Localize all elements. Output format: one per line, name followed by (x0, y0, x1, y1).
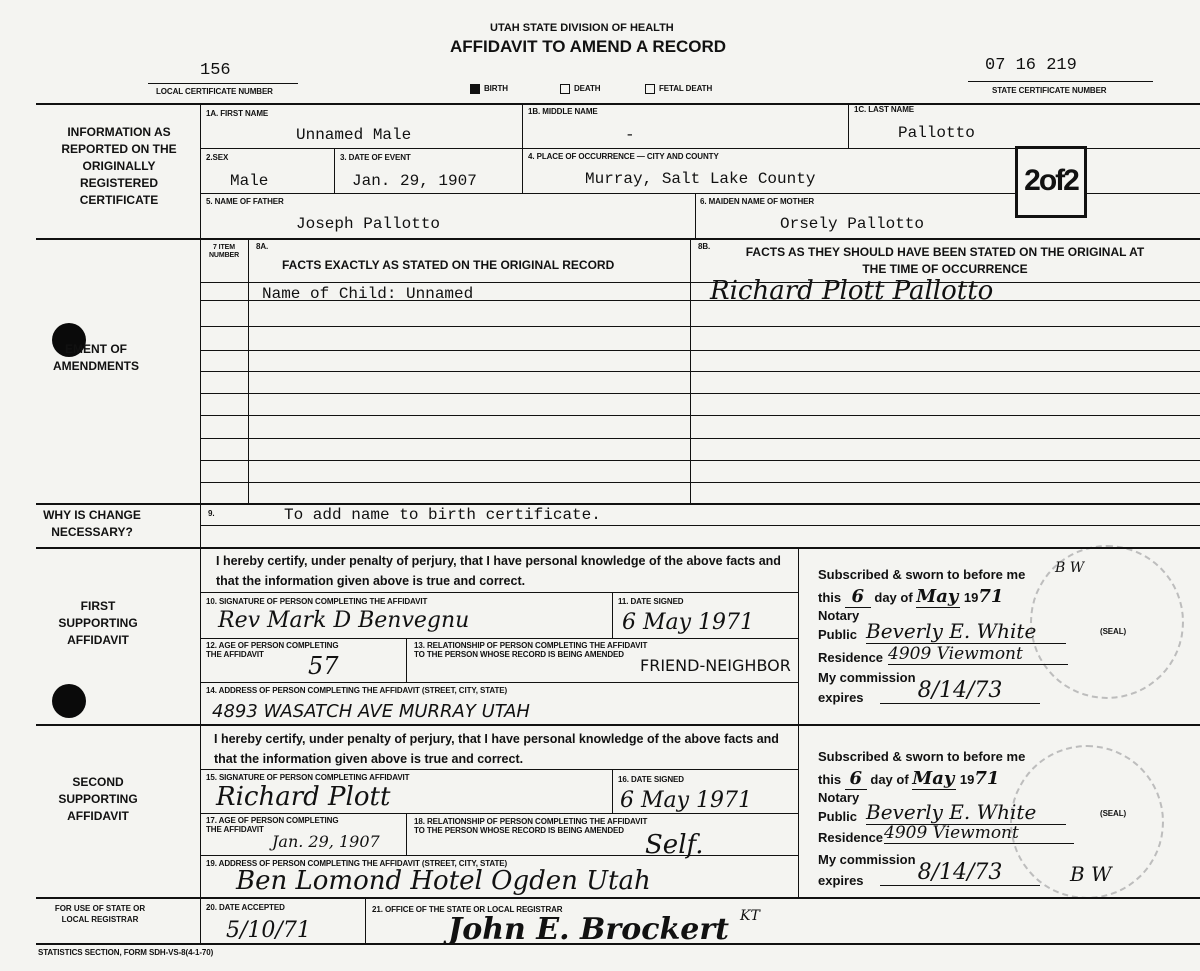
second-notary-public-label: Public (818, 809, 858, 824)
second-address: Ben Lomond Hotel Ogden Utah (236, 866, 651, 896)
second-notary-initials: B W (1070, 862, 1112, 886)
father-value: Joseph Pallotto (296, 215, 441, 233)
row-line (200, 371, 1200, 372)
first-date-signed: 6 May 1971 (622, 610, 755, 635)
first-notary-day-line: this 6 day of May 1971 (818, 586, 1004, 607)
second-notary-commission-label: My commission (818, 852, 916, 867)
row-line (200, 482, 1200, 483)
section-divider (36, 503, 1200, 505)
last-name-value: Pallotto (898, 124, 975, 142)
side-label-registrar: FOR USE OF STATE OR LOCAL REGISTRAR (54, 904, 146, 924)
second-signature: Richard Plott (216, 782, 391, 812)
why-reason: To add name to birth certificate. (284, 506, 601, 524)
date-accepted-label: 20. DATE ACCEPTED (206, 903, 285, 912)
first-notary-residence: 4909 Viewmont (888, 644, 1068, 665)
first-notary-label: Notary (818, 608, 860, 623)
row-line (200, 393, 1200, 394)
side-label-first-affidavit: FIRST SUPPORTING AFFIDAVIT (58, 599, 138, 647)
side-column-divider (200, 103, 201, 945)
first-notary-seal: (SEAL) (1100, 627, 1127, 636)
col-b-number: 8B. (698, 242, 711, 251)
side-label-amendments: EMENT OF AMENDMENTS (53, 342, 139, 373)
page-stamp: 2of2 (1015, 146, 1087, 218)
last-name-label: 1C. LAST NAME (854, 105, 915, 114)
divider (200, 855, 798, 856)
record-type-fetal-death[interactable]: FETAL DEATH (645, 84, 712, 94)
first-signature-label: 10. SIGNATURE OF PERSON COMPLETING THE AFFIDAVIT (206, 597, 428, 606)
date-accepted: 5/10/71 (226, 918, 311, 943)
date-of-event-label: 3. DATE OF EVENT (340, 153, 411, 162)
section-divider (36, 547, 1200, 549)
first-name-value: Unnamed Male (296, 126, 412, 144)
second-notary-label: Notary (818, 790, 860, 805)
why-underline (200, 525, 1200, 526)
divider (200, 682, 798, 683)
side-label-second-affidavit: SECOND SUPPORTING AFFIDAVIT (58, 775, 138, 823)
divider (612, 769, 613, 813)
place-value: Murray, Salt Lake County (585, 170, 816, 188)
second-date-signed: 6 May 1971 (620, 788, 753, 813)
local-certificate-number: 156 (200, 61, 231, 80)
first-signature: Rev Mark D Benvegnu (218, 608, 470, 633)
first-age: 57 (308, 652, 339, 680)
second-relationship: Self. (645, 830, 704, 860)
document-title: AFFIDAVIT TO AMEND A RECORD (450, 37, 727, 56)
divider (200, 592, 798, 593)
col-a-header: FACTS EXACTLY AS STATED ON THE ORIGINAL RECORD (282, 258, 615, 272)
row-line (200, 415, 1200, 416)
second-notary-public-name: Beverly E. White (866, 800, 1066, 825)
record-type-birth[interactable]: BIRTH (470, 84, 508, 94)
second-notary-expires: 8/14/73 (880, 860, 1040, 886)
date-of-event-value: Jan. 29, 1907 (352, 172, 477, 190)
first-notary-expires: 8/14/73 (880, 678, 1040, 704)
divider (200, 813, 798, 814)
form-id: STATISTICS SECTION, FORM SDH-VS-8(4-1-70) (38, 948, 214, 957)
punch-hole (52, 684, 86, 718)
divider (200, 638, 798, 639)
local-cert-underline (148, 83, 298, 84)
middle-name-value: - (625, 126, 635, 144)
first-notary-subscribed: Subscribed & sworn to before me (818, 567, 1026, 582)
first-notary-initials: B W (1055, 560, 1085, 576)
row-line (200, 350, 1200, 351)
mother-value: Orsely Pallotto (780, 215, 925, 233)
notary-column-divider (798, 547, 799, 897)
mother-label: 6. MAIDEN NAME OF MOTHER (700, 197, 815, 206)
place-label: 4. PLACE OF OCCURRENCE — CITY AND COUNTY (528, 152, 719, 161)
row-line (200, 438, 1200, 439)
divider (200, 769, 798, 770)
first-notary-expires-label: expires (818, 690, 864, 705)
first-address: 4893 WASATCH AVE MURRAY UTAH (212, 701, 530, 722)
first-age-label: 12. AGE OF PERSON COMPLETING THE AFFIDAVIT (206, 641, 339, 659)
sex-label: 2.SEX (206, 153, 229, 162)
checkbox-icon (645, 84, 655, 94)
second-age: Jan. 29, 1907 (272, 832, 380, 851)
first-relationship: FRIEND-NEIGHBOR (640, 656, 791, 675)
row-line (200, 282, 1200, 283)
first-date-label: 11. DATE SIGNED (618, 597, 684, 606)
registrar-signature: John E. Brockert (448, 912, 730, 947)
first-address-label: 14. ADDRESS OF PERSON COMPLETING THE AFFIDAVIT (STREET, CITY, STATE) (206, 686, 508, 695)
state-cert-label: STATE CERTIFICATE NUMBER (992, 86, 1107, 95)
divider (695, 193, 696, 238)
divider (612, 592, 613, 638)
first-notary-public-label: Public (818, 627, 858, 642)
first-notary-residence-label: Residence (818, 650, 884, 665)
section-divider (36, 897, 1200, 899)
registrar-office-label: 21. OFFICE OF THE STATE OR LOCAL REGISTRAR (372, 905, 563, 914)
record-type-death[interactable]: DEATH (560, 84, 600, 94)
col-a-number: 8A. (256, 242, 269, 251)
second-notary-residence-label: Residence (818, 830, 884, 845)
second-relationship-label: 18. RELATIONSHIP OF PERSON COMPLETING THE AFFIDAVIT TO THE PERSON WHOSE RECORD IS BEING AMENDED (414, 817, 648, 835)
first-relationship-label: 13. RELATIONSHIP OF PERSON COMPLETING THE AFFIDAVIT TO THE PERSON WHOSE RECORD IS BEING AMENDED (414, 641, 648, 659)
side-label-why: WHY IS CHANGE NECESSARY? (43, 508, 141, 539)
item-number-label: 7 ITEM NUMBER (208, 244, 240, 259)
second-date-label: 16. DATE SIGNED (618, 775, 684, 784)
second-notary-subscribed: Subscribed & sworn to before me (818, 749, 1026, 764)
row-line (200, 460, 1200, 461)
second-certify-text: I hereby certify, under penalty of perjury, that I have personal knowledge of the above facts and that the information given above is true and correct. (214, 732, 779, 766)
second-notary-seal: (SEAL) (1100, 809, 1127, 818)
registrar-initials: KT (740, 908, 760, 924)
divider (406, 638, 407, 682)
side-label-original: INFORMATION AS REPORTED ON THE ORIGINALLY REGISTERED CERTIFICATE (61, 125, 177, 207)
row-line (200, 326, 1200, 327)
divider (406, 813, 407, 855)
original-fact: Name of Child: Unnamed (262, 285, 474, 303)
second-notary-residence: 4909 Viewmont (884, 823, 1074, 844)
state-cert-underline (968, 81, 1153, 82)
why-number: 9. (208, 509, 215, 518)
section-divider (36, 724, 1200, 726)
second-notary-day-line: this 6 day of May 1971 (818, 768, 1000, 789)
checkbox-icon (560, 84, 570, 94)
corrected-fact: Richard Plott Pallotto (710, 276, 994, 306)
divider (365, 897, 366, 945)
local-cert-label: LOCAL CERTIFICATE NUMBER (156, 87, 273, 96)
father-label: 5. NAME OF FATHER (206, 197, 284, 206)
second-notary-expires-label: expires (818, 873, 864, 888)
checkbox-checked-icon (470, 84, 480, 94)
first-notary-commission-label: My commission (818, 670, 916, 685)
divider (334, 148, 335, 193)
divider (848, 103, 849, 148)
second-address-label: 19. ADDRESS OF PERSON COMPLETING THE AFFIDAVIT (STREET, CITY, STATE) (206, 859, 508, 868)
first-certify-text: I hereby certify, under penalty of perjury, that I have personal knowledge of the above facts and that the information given above is true and correct. (216, 554, 781, 588)
section-divider (36, 238, 1200, 240)
first-notary-public-name: Beverly E. White (866, 619, 1066, 644)
second-signature-label: 15. SIGNATURE OF PERSON COMPLETING AFFIDAVIT (206, 773, 410, 782)
agency-name: UTAH STATE DIVISION OF HEALTH (490, 22, 674, 34)
second-age-label: 17. AGE OF PERSON COMPLETING THE AFFIDAVIT (206, 816, 339, 834)
col-b-header: FACTS AS THEY SHOULD HAVE BEEN STATED ON THE ORIGINAL AT THE TIME OF OCCURRENCE (745, 245, 1145, 276)
state-certificate-number: 07 16 219 (985, 56, 1077, 75)
sex-value: Male (230, 172, 269, 190)
middle-name-label: 1B. MIDDLE NAME (528, 107, 598, 116)
first-name-label: 1A. FIRST NAME (206, 109, 269, 118)
